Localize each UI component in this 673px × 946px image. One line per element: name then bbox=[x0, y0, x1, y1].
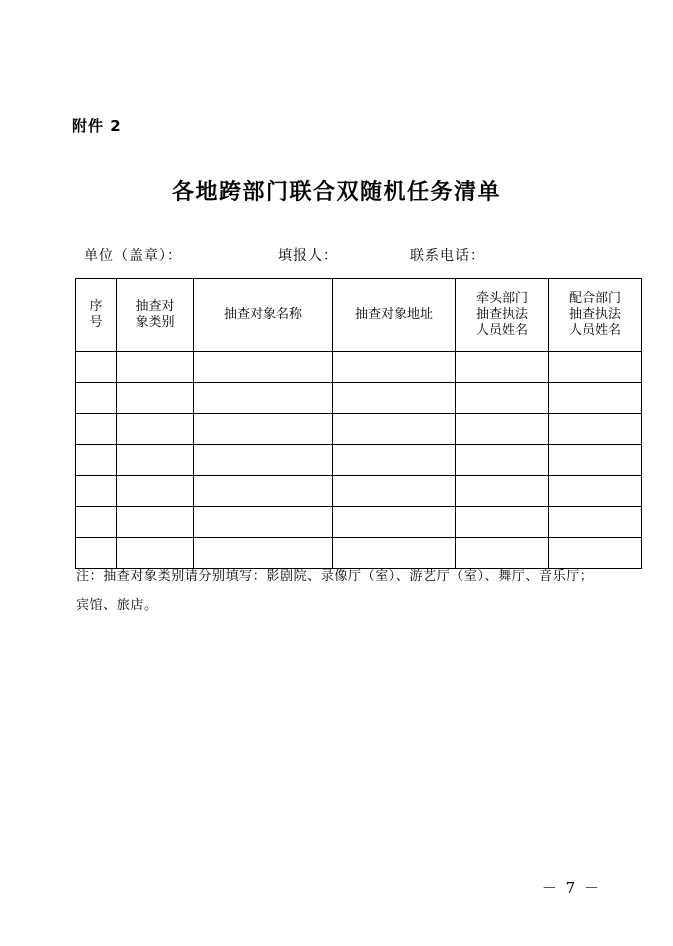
table-cell-type[interactable] bbox=[117, 414, 194, 445]
table-cell-seq[interactable] bbox=[76, 507, 117, 538]
table-cell-seq[interactable] bbox=[76, 476, 117, 507]
table-row[interactable] bbox=[76, 476, 642, 507]
table-cell-name[interactable] bbox=[194, 445, 333, 476]
table-cell-coop-dept[interactable] bbox=[549, 383, 642, 414]
table-header-cell-seq bbox=[76, 279, 117, 352]
table-cell-type[interactable] bbox=[117, 383, 194, 414]
table-cell-address[interactable] bbox=[333, 445, 456, 476]
table-cell-type[interactable] bbox=[117, 445, 194, 476]
header-line: 抽查对象名称 bbox=[223, 306, 302, 322]
table-note-line-2: 宾馆、旅店。 bbox=[76, 597, 158, 613]
table-header-cell-coop-dept bbox=[549, 279, 642, 352]
header-line: 人员姓名 bbox=[475, 323, 528, 339]
header-line: 人员姓名 bbox=[568, 323, 621, 339]
table-cell-coop-dept[interactable] bbox=[549, 352, 642, 383]
table-cell-address[interactable] bbox=[333, 414, 456, 445]
reporter-field-label: 填报人： bbox=[278, 248, 338, 264]
table-cell-type[interactable] bbox=[117, 507, 194, 538]
table-row[interactable] bbox=[76, 383, 642, 414]
header-line: 序 bbox=[89, 298, 103, 314]
table-header-cell-type bbox=[117, 279, 194, 352]
table-cell-lead-dept[interactable] bbox=[456, 445, 549, 476]
header-line: 抽查对 bbox=[135, 298, 175, 314]
table-header-cell-name bbox=[194, 279, 333, 352]
table-cell-lead-dept[interactable] bbox=[456, 507, 549, 538]
table-header-cell-lead-dept bbox=[456, 279, 549, 352]
table-body bbox=[76, 352, 642, 569]
table-cell-coop-dept[interactable] bbox=[549, 445, 642, 476]
table-cell-lead-dept[interactable] bbox=[456, 476, 549, 507]
header-line: 牵头部门 bbox=[475, 290, 528, 306]
table-note bbox=[76, 563, 606, 620]
table-cell-lead-dept[interactable] bbox=[456, 352, 549, 383]
table-cell-name[interactable] bbox=[194, 414, 333, 445]
page-title: 各地跨部门联合双随机任务清单 bbox=[171, 180, 501, 205]
header-line: 抽查对象地址 bbox=[354, 306, 433, 322]
header-line: 配合部门 bbox=[568, 290, 621, 306]
table-row[interactable] bbox=[76, 414, 642, 445]
table-cell-seq[interactable] bbox=[76, 414, 117, 445]
table-cell-name[interactable] bbox=[194, 383, 333, 414]
table-cell-seq[interactable] bbox=[76, 383, 117, 414]
table-cell-seq[interactable] bbox=[76, 352, 117, 383]
table-cell-type[interactable] bbox=[117, 476, 194, 507]
table-cell-name[interactable] bbox=[194, 476, 333, 507]
table-cell-coop-dept[interactable] bbox=[549, 476, 642, 507]
attachment-label: 附件 2 bbox=[72, 117, 122, 135]
table-cell-name[interactable] bbox=[194, 507, 333, 538]
header-line: 象类别 bbox=[135, 315, 175, 330]
header-line: 抽查执法 bbox=[568, 306, 621, 322]
table-row[interactable] bbox=[76, 507, 642, 538]
table-cell-seq[interactable] bbox=[76, 445, 117, 476]
table-cell-address[interactable] bbox=[333, 383, 456, 414]
unit-field-label: 单位（盖章）： bbox=[84, 248, 182, 264]
table-note-line-1: 注：抽查对象类别请分别填写：影剧院、录像厅（室）、游艺厅（室）、舞厅、音乐厅； bbox=[76, 569, 594, 584]
header-line: 号 bbox=[89, 315, 103, 330]
table-cell-lead-dept[interactable] bbox=[456, 383, 549, 414]
table-header-cell-address bbox=[333, 279, 456, 352]
table-cell-address[interactable] bbox=[333, 352, 456, 383]
table-row[interactable] bbox=[76, 352, 642, 383]
task-list-table bbox=[75, 278, 642, 569]
table-cell-coop-dept[interactable] bbox=[549, 507, 642, 538]
header-line: 抽查执法 bbox=[475, 306, 528, 322]
table-row[interactable] bbox=[76, 445, 642, 476]
table-cell-address[interactable] bbox=[333, 507, 456, 538]
table-cell-address[interactable] bbox=[333, 476, 456, 507]
table-header bbox=[76, 279, 642, 352]
phone-field-label: 联系电话： bbox=[410, 248, 485, 264]
table-cell-name[interactable] bbox=[194, 352, 333, 383]
table-cell-type[interactable] bbox=[117, 352, 194, 383]
page-number: － 7 － bbox=[541, 879, 601, 897]
table-cell-lead-dept[interactable] bbox=[456, 414, 549, 445]
table-cell-coop-dept[interactable] bbox=[549, 414, 642, 445]
table-header-row bbox=[76, 279, 642, 352]
